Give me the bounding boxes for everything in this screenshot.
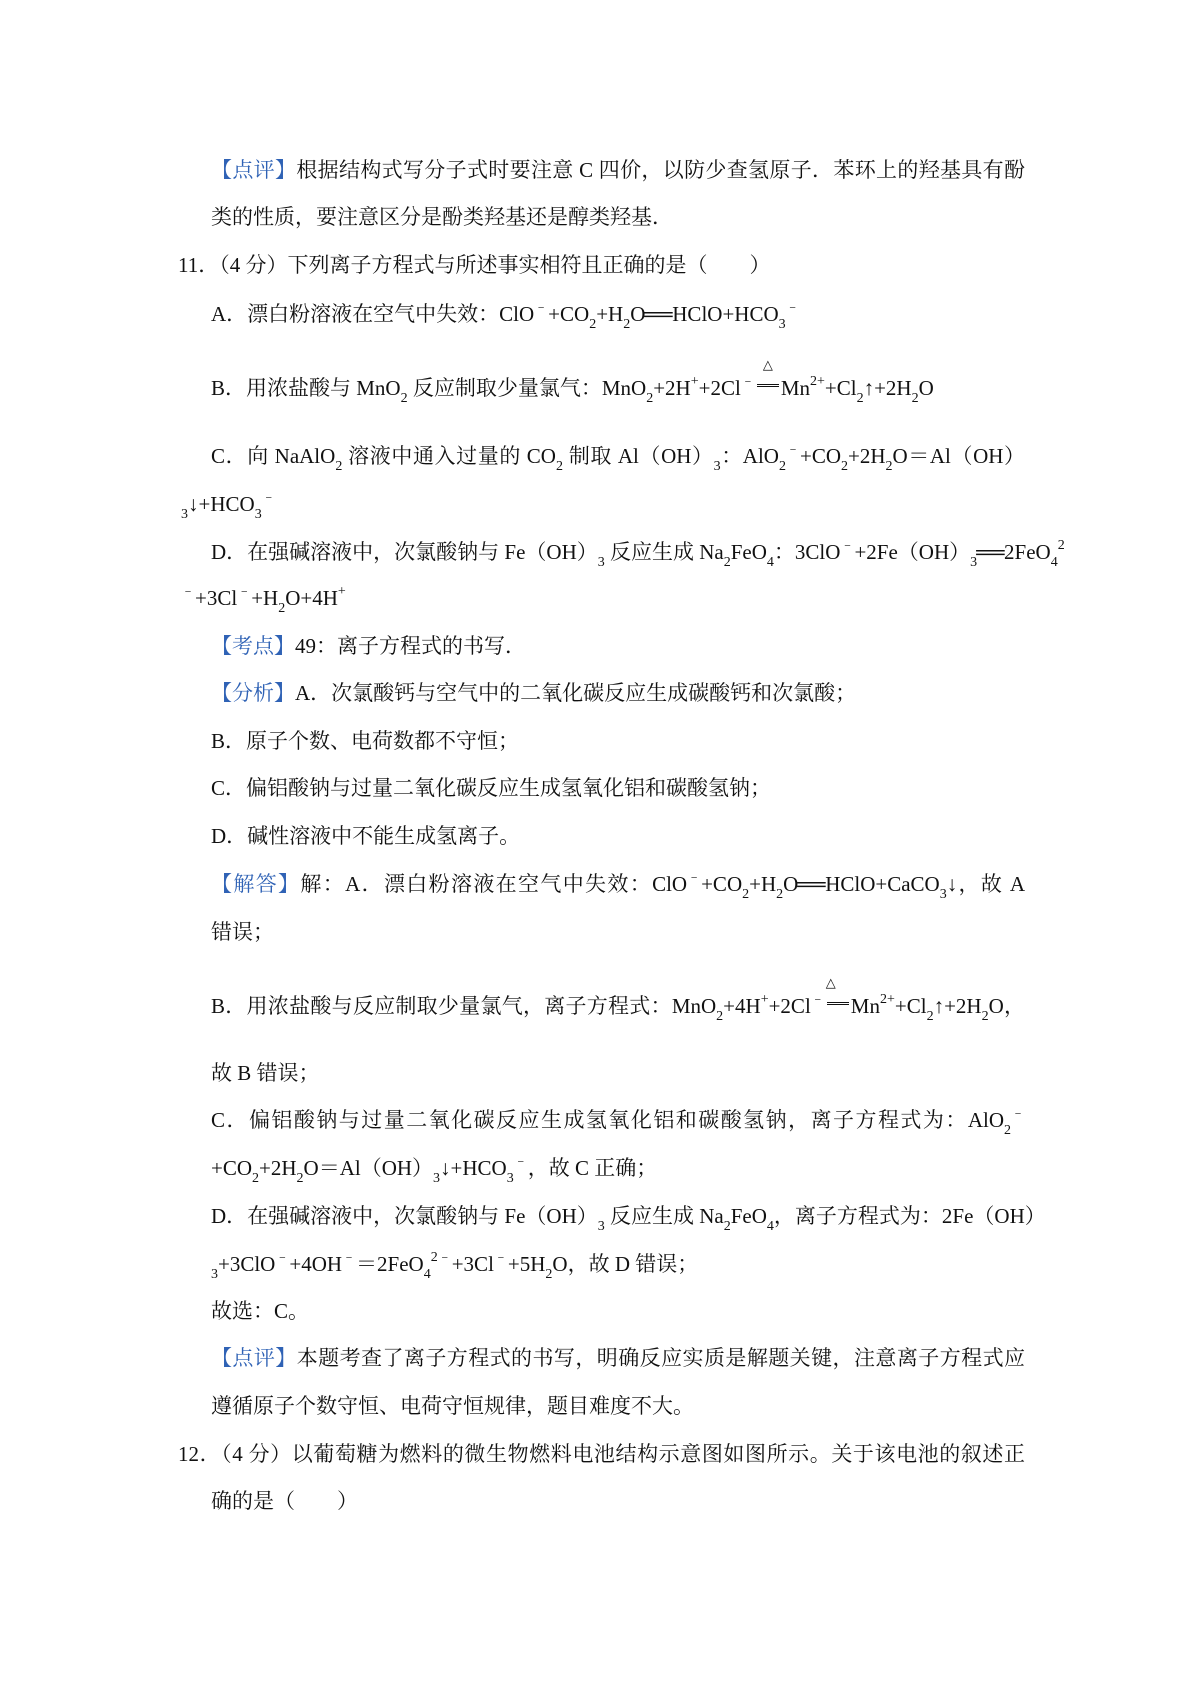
subscript: 4: [766, 555, 774, 570]
solution-line-2: [211, 917, 1025, 947]
text-run: +2H: [259, 1156, 297, 1180]
reaction-equals-bar: [827, 1002, 849, 1005]
solution-line-1: [211, 869, 1026, 902]
superscript: ﹣: [342, 1250, 357, 1265]
solution-line-6: [211, 1153, 1025, 1186]
text-run: +H: [251, 586, 279, 610]
subscript: 4: [423, 1267, 431, 1282]
superscript: ﹣: [1011, 1106, 1025, 1121]
text-run: D．碱性溶液中不能生成氢离子。: [211, 824, 521, 848]
superscript: +: [337, 584, 346, 599]
text-run: O＝Al（OH）: [303, 1156, 434, 1180]
subscript: 3: [939, 887, 947, 902]
text-run: 12．（4 分）以葡萄糖为燃料的微生物燃料电池结构示意图如图所示。关于该电池的叙述正: [178, 1442, 1025, 1466]
text-run: O+4H: [285, 586, 338, 610]
superscript: ﹣: [810, 992, 825, 1007]
text-run: 确的是（ ）: [211, 1489, 358, 1513]
solution-line-4: [211, 1058, 1025, 1088]
text-run: O: [783, 872, 799, 896]
text-run: +Cl: [894, 994, 927, 1018]
solution-line-7: [211, 1201, 1046, 1234]
text-run: +CO: [799, 444, 841, 468]
reaction-equals-bar: [757, 384, 779, 387]
analysis-line-2: [211, 726, 1025, 756]
text-run: O＝Al（OH）: [892, 444, 1026, 468]
text-run: C．偏铝酸钠与过量二氧化碳反应生成氢氧化铝和碳酸氢钠，离子方程式为：AlO: [211, 1108, 1004, 1132]
superscript: ﹣: [181, 584, 195, 599]
text-run: 溶液中通入过量的 CO: [342, 444, 556, 468]
text-run: 本题考查了离子方程式的书写，明确反应实质是解题关键，注意离子方程式应: [296, 1346, 1026, 1370]
text-run: 2FeO: [1004, 540, 1051, 564]
superscript: +: [690, 374, 699, 389]
subscript: 3: [597, 555, 605, 570]
superscript: ﹣: [275, 1250, 290, 1265]
subscript: 2: [623, 317, 631, 332]
subscript: 2: [1004, 1123, 1011, 1138]
text-run: +H: [596, 302, 624, 326]
text-run: 反应生成 Na: [604, 540, 724, 564]
subscript: 2: [926, 1009, 934, 1024]
subscript: 4: [766, 1219, 774, 1234]
text-run: 错误；: [211, 920, 274, 944]
superscript: ﹣: [740, 374, 755, 389]
subscript: 3: [181, 507, 188, 522]
solution-line-5: [211, 1105, 1025, 1138]
superscript: ﹣: [493, 1250, 508, 1265]
text-run: A．次氯酸钙与空气中的二氧化碳反应生成碳酸钙和次氯酸；: [295, 681, 857, 705]
text-run: +CO: [548, 302, 590, 326]
subscript: 2: [778, 459, 786, 474]
superscript: ﹣: [513, 1154, 528, 1169]
text-run: 故选：C。: [211, 1299, 310, 1323]
superscript: 2+: [810, 374, 825, 389]
text-run: ＝2FeO: [356, 1252, 424, 1276]
question-12-stem-line-1: [178, 1439, 1025, 1469]
superscript: 2+: [879, 992, 895, 1007]
text-run: C．向 NaAlO: [211, 444, 336, 468]
subscript: 3: [713, 459, 721, 474]
heating-condition-sign: [825, 976, 850, 1016]
text-run: +2Fe（OH）: [854, 540, 971, 564]
text-run: O: [630, 302, 646, 326]
heating-condition-sign: [756, 358, 780, 398]
text-run: +3ClO: [218, 1252, 276, 1276]
heating-triangle: △: [762, 358, 773, 373]
subscript: 2: [776, 887, 784, 902]
comment-line-1: [211, 1343, 1025, 1373]
option-c-line-2: [181, 489, 1025, 522]
text-run: 反应生成 Na: [604, 1204, 724, 1228]
subscript: 3: [433, 1171, 441, 1186]
text-run: +3Cl: [195, 586, 238, 610]
option-a: [211, 299, 1025, 332]
text-run: D．在强碱溶液中，次氯酸钠与 Fe（OH）: [211, 540, 598, 564]
subscript: 2: [252, 1171, 260, 1186]
option-d-line-1: [211, 537, 1065, 570]
subscript: 3: [597, 1219, 605, 1234]
text-run: +CO: [701, 872, 743, 896]
subscript: 3: [506, 1171, 514, 1186]
text-run: ↓，故 A: [946, 872, 1026, 896]
text-run: FeO: [730, 540, 767, 564]
subscript: 2: [911, 391, 919, 406]
text-run: +H: [749, 872, 777, 896]
text-run: +3Cl: [451, 1252, 494, 1276]
text-run: C．偏铝酸钠与过量二氧化碳反应生成氢氧化铝和碳酸氢钠；: [211, 776, 772, 800]
text-run: +2Cl: [768, 994, 811, 1018]
analysis-line-4: [211, 821, 1025, 851]
text-run: HClO+CaCO: [825, 872, 940, 896]
text-run: ，离子方程式为：2Fe（OH）: [773, 1204, 1046, 1228]
text-run: +Cl: [824, 376, 857, 400]
subscript: 2: [646, 391, 654, 406]
subscript: 2: [335, 459, 343, 474]
question-12-stem-line-2: [211, 1486, 1025, 1516]
superscript: ﹣: [261, 490, 276, 505]
text-run: O: [918, 376, 934, 400]
text-run: 解：A．漂白粉溶液在空气中失效：ClO: [300, 872, 688, 896]
subscript: 2: [742, 887, 750, 902]
text-run: +2Cl: [698, 376, 741, 400]
section-label: 【点评】: [211, 158, 297, 182]
heating-triangle: △: [825, 976, 836, 991]
subscript: 3: [778, 317, 786, 332]
text-run: ，故 C 正确；: [527, 1156, 658, 1180]
subscript: 2: [885, 459, 893, 474]
subscript: 2: [981, 1009, 989, 1024]
equals-sign: ═: [797, 872, 826, 896]
test-point-line: [211, 631, 1025, 661]
text-run: B．原子个数、电荷数都不守恒；: [211, 729, 520, 753]
subscript: 2: [856, 391, 864, 406]
section-label: 【考点】: [211, 634, 295, 658]
superscript: ﹣: [785, 442, 800, 457]
equals-sign: ═: [644, 302, 673, 326]
option-d-line-2: [181, 583, 1025, 616]
text-run: B．用浓盐酸与 MnO: [211, 376, 401, 400]
text-run: +5H: [507, 1252, 546, 1276]
text-run: +2H: [848, 444, 886, 468]
superscript: 2﹣: [430, 1250, 452, 1265]
option-b: [211, 358, 1025, 406]
subscript: 3: [211, 1267, 218, 1282]
text-run: 反应制取少量氯气：MnO: [407, 376, 647, 400]
solution-line-8: [211, 1249, 1025, 1282]
text-run: ↓+HCO: [188, 492, 255, 516]
superscript: ﹣: [534, 300, 549, 315]
text-run: 49：离子方程式的书写．: [295, 634, 526, 658]
text-run: Mn: [780, 376, 810, 400]
text-run: +4OH: [289, 1252, 343, 1276]
subscript: 2: [296, 1171, 304, 1186]
solution-answer-line: [211, 1296, 1025, 1326]
text-run: O，: [988, 994, 1026, 1018]
subscript: 2: [400, 391, 408, 406]
comment-line-2: [211, 1391, 1025, 1421]
superscript: ﹣: [785, 300, 800, 315]
section-label: 【解答】: [211, 872, 301, 896]
text-run: 遵循原子个数守恒、电荷守恒规律，题目难度不大。: [211, 1394, 694, 1418]
subscript: 4: [1050, 555, 1058, 570]
text-run: +4H: [723, 994, 761, 1018]
text-run: 制取 Al（OH）: [562, 444, 714, 468]
text-run: Mn: [850, 994, 880, 1018]
superscript: ﹣: [687, 870, 702, 885]
text-run: ：AlO: [720, 444, 779, 468]
subscript: 2: [278, 601, 286, 616]
text-run: ↑+2H: [863, 376, 912, 400]
text-run: O，故 D 错误；: [552, 1252, 699, 1276]
text-run: A．漂白粉溶液在空气中失效：ClO: [211, 302, 535, 326]
subscript: 2: [723, 555, 731, 570]
subscript: 3: [254, 507, 262, 522]
text-run: FeO: [730, 1204, 767, 1228]
text-run: ↓+HCO: [440, 1156, 507, 1180]
text-run: B．用浓盐酸与反应制取少量氯气，离子方程式：MnO: [211, 994, 717, 1018]
text-run: ：3ClO: [773, 540, 841, 564]
analysis-line-1: [211, 678, 1025, 708]
equals-sign: ═: [976, 540, 1005, 564]
text-run: HClO+HCO: [672, 302, 779, 326]
section-label: 【分析】: [211, 681, 295, 705]
superscript: 2: [1057, 538, 1065, 553]
previous-comment-line-2: [211, 202, 1025, 232]
subscript: 2: [841, 459, 848, 474]
subscript: 3: [970, 555, 978, 570]
subscript: 2: [545, 1267, 553, 1282]
text-run: +2H: [653, 376, 691, 400]
text-run: D．在强碱溶液中，次氯酸钠与 Fe（OH）: [211, 1204, 598, 1228]
subscript: 2: [555, 459, 563, 474]
subscript: 2: [723, 1219, 731, 1234]
section-label: 【点评】: [211, 1346, 297, 1370]
text-run: ↑+2H: [933, 994, 982, 1018]
text-run: 类的性质，要注意区分是酚类羟基还是醇类羟基．: [211, 205, 673, 229]
superscript: +: [760, 992, 769, 1007]
previous-comment-line-1: [211, 155, 1025, 185]
subscript: 2: [716, 1009, 724, 1024]
text-run: +CO: [211, 1156, 253, 1180]
analysis-line-3: [211, 773, 1025, 803]
text-run: 根据结构式写分子式时要注意 C 四价，以防少查氢原子．苯环上的羟基具有酚: [296, 158, 1026, 182]
text-run: 11．（4 分）下列离子方程式与所述事实相符且正确的是（ ）: [178, 253, 771, 277]
superscript: ﹣: [237, 584, 252, 599]
superscript: ﹣: [840, 538, 855, 553]
solution-line-3: [211, 976, 1026, 1024]
text-run: 故 B 错误；: [211, 1061, 320, 1085]
option-c-line-1: [211, 441, 1026, 474]
subscript: 2: [589, 317, 597, 332]
question-11-stem: [178, 250, 1025, 280]
